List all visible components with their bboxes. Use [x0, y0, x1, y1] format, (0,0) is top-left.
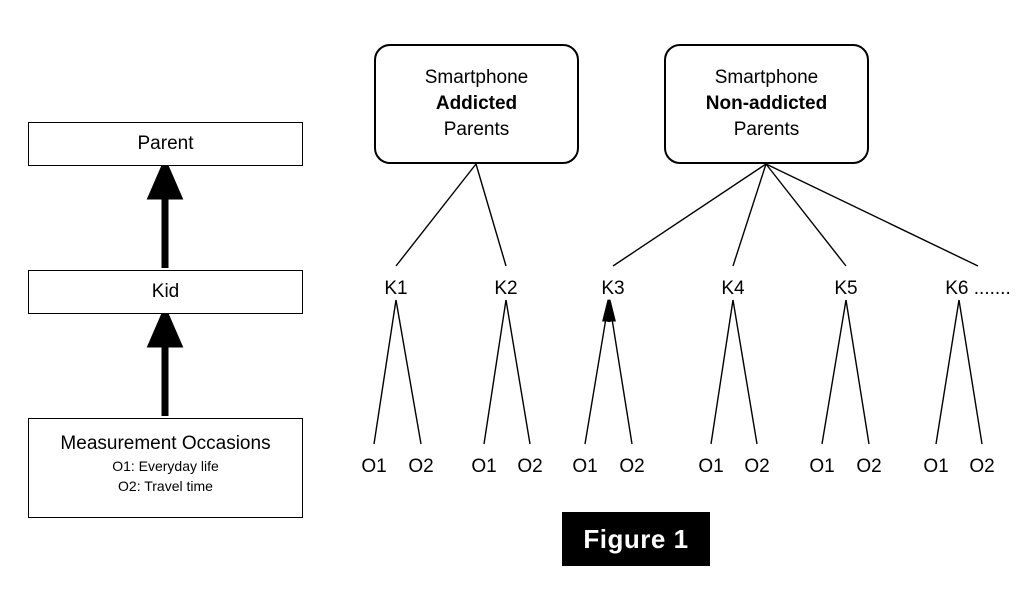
occasion-node-k1-o2: O2	[408, 456, 434, 477]
level-measurement-title: Measurement Occasions	[60, 433, 271, 454]
occasion-node-k6-o2: O2	[969, 456, 995, 477]
group-nonaddicted-line-3: Parents	[733, 119, 800, 140]
group-nonaddicted-line-1: Smartphone	[714, 67, 819, 88]
occasion-node-k3-o1: O1	[572, 456, 598, 477]
group-addicted-line-2: Addicted	[435, 93, 518, 114]
kid-node-k6: K6 .......	[945, 278, 1011, 299]
occasion-node-k2-o2: O2	[517, 456, 543, 477]
occasion-node-k6-o1: O1	[923, 456, 949, 477]
group-addicted-line-1: Smartphone	[424, 67, 529, 88]
level-measurement-line-2: O2: Travel time	[118, 478, 213, 494]
occasion-node-k5-o1: O1	[809, 456, 835, 477]
group-box-non-addicted-parents	[664, 44, 869, 164]
occasion-node-k4-o1: O1	[698, 456, 724, 477]
kid-node-k4: K4	[721, 278, 745, 299]
figure-caption: Figure 1	[562, 512, 710, 566]
group-nonaddicted-line-2: Non-addicted	[705, 93, 828, 114]
group-addicted-line-3: Parents	[443, 119, 510, 140]
level-box-kid	[28, 270, 303, 314]
kid-node-k1: K1	[384, 278, 408, 299]
kid-node-k2: K2	[494, 278, 518, 299]
occasion-node-k1-o1: O1	[361, 456, 387, 477]
level-box-parent	[28, 122, 303, 166]
kid-node-k3: K3	[601, 278, 625, 299]
occasion-node-k2-o1: O1	[471, 456, 497, 477]
level-kid-title: Kid	[151, 281, 180, 302]
occasion-node-k3-o2: O2	[619, 456, 645, 477]
level-box-measurement-occasions	[28, 418, 303, 518]
occasion-node-k5-o2: O2	[856, 456, 882, 477]
occasion-node-k4-o2: O2	[744, 456, 770, 477]
level-measurement-line-1: O1: Everyday life	[112, 458, 219, 474]
group-box-addicted-parents	[374, 44, 579, 164]
level-parent-title: Parent	[137, 133, 194, 154]
kid-node-k5: K5	[834, 278, 858, 299]
